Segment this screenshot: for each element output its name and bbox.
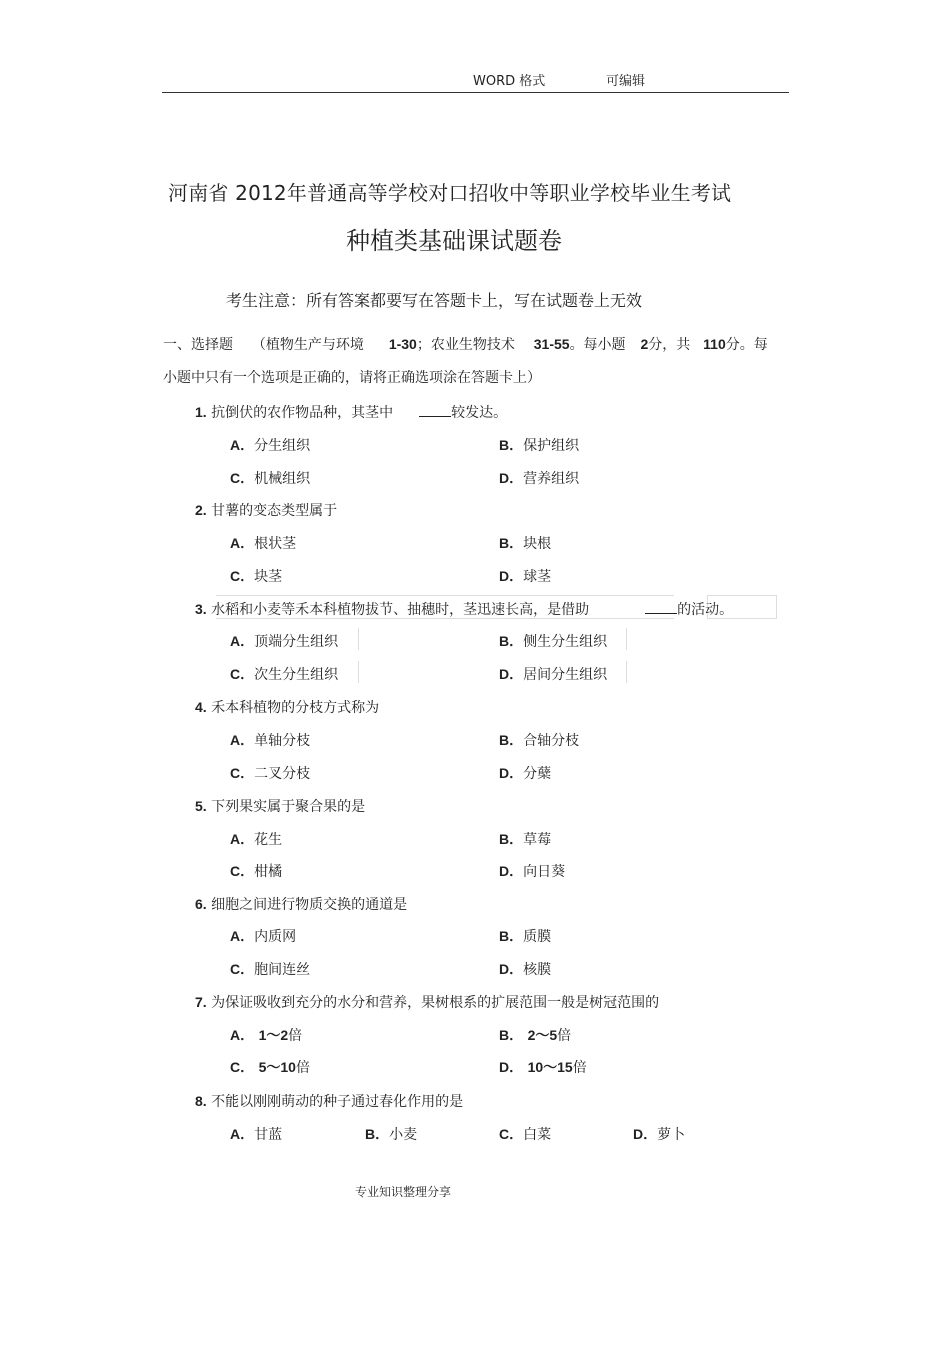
option-d bbox=[499, 468, 579, 488]
question-5 bbox=[195, 796, 365, 816]
option-c bbox=[230, 468, 310, 488]
option-b bbox=[499, 926, 551, 946]
question-3 bbox=[195, 599, 733, 619]
option-text: 合轴分枝 bbox=[523, 733, 580, 749]
option-letter: B． bbox=[365, 1126, 390, 1142]
option-a bbox=[230, 829, 282, 849]
section-instructions-line2: 小题中只有一个选项是正确的，请将正确选项涂在答题卡上） bbox=[163, 370, 541, 386]
question-number: 5. bbox=[195, 798, 207, 814]
question-text: 下列果实属于聚合果的是 bbox=[211, 799, 366, 815]
question-text-tail: 的活动。 bbox=[677, 602, 734, 618]
option-c bbox=[230, 861, 282, 881]
section-instructions bbox=[163, 334, 768, 354]
option-text: 花生 bbox=[254, 832, 283, 848]
question-number: 2. bbox=[195, 502, 207, 518]
option-letter: C． bbox=[230, 961, 255, 977]
option-letter: B． bbox=[499, 1027, 524, 1043]
option-letter: D． bbox=[499, 961, 524, 977]
instr-part: 分。每 bbox=[725, 337, 768, 353]
option-letter: A． bbox=[230, 831, 255, 847]
range-2: 31-55 bbox=[533, 336, 570, 352]
instr-part: （植物生产与环境 bbox=[251, 337, 364, 353]
cell-divider bbox=[358, 661, 359, 683]
question-7 bbox=[195, 992, 659, 1012]
answer-blank bbox=[645, 601, 677, 614]
range-1: 1-30 bbox=[388, 336, 417, 352]
option-letter: B． bbox=[499, 437, 524, 453]
option-b bbox=[499, 829, 551, 849]
option-letter: D． bbox=[499, 863, 524, 879]
option-letter: D． bbox=[499, 568, 524, 584]
option-b bbox=[499, 730, 579, 750]
question-number: 1. bbox=[195, 404, 207, 420]
question-text: 细胞之间进行物质交换的通道是 bbox=[211, 897, 408, 913]
question-text: 禾本科植物的分枝方式称为 bbox=[211, 700, 380, 716]
option-letter: C． bbox=[230, 863, 255, 879]
option-d bbox=[499, 1057, 587, 1077]
option-text: 根状茎 bbox=[254, 536, 297, 552]
option-text: 块根 bbox=[523, 536, 552, 552]
option-b bbox=[499, 533, 551, 553]
question-text: 水稻和小麦等禾本科植物拔节、抽穗时，茎迅速长高，是借助 bbox=[211, 602, 590, 618]
option-text: 分生组织 bbox=[254, 438, 311, 454]
option-c bbox=[230, 566, 282, 586]
option-letter: C． bbox=[230, 765, 255, 781]
option-letter: A． bbox=[230, 535, 255, 551]
option-c bbox=[230, 959, 310, 979]
question-number: 3. bbox=[195, 601, 207, 617]
option-letter: D． bbox=[499, 470, 524, 486]
option-letter: D． bbox=[633, 1126, 658, 1142]
instr-part: ；农业生物技术 bbox=[416, 337, 515, 353]
option-text: 甘蓝 bbox=[254, 1127, 283, 1143]
option-d bbox=[633, 1124, 685, 1144]
option-d bbox=[499, 763, 551, 783]
header-editable: 可编辑 bbox=[606, 74, 646, 89]
instr-part: 。每小题 bbox=[569, 337, 626, 353]
option-text: 单轴分枝 bbox=[254, 733, 311, 749]
option-b bbox=[365, 1124, 417, 1144]
option-d bbox=[499, 861, 565, 881]
option-a bbox=[230, 533, 296, 553]
option-b bbox=[499, 1025, 571, 1045]
option-letter: B． bbox=[499, 732, 524, 748]
option-c bbox=[230, 664, 338, 684]
option-a bbox=[230, 926, 296, 946]
option-text: 胞间连丝 bbox=[254, 962, 311, 978]
instr-part: 分，共 bbox=[648, 337, 691, 353]
question-2 bbox=[195, 500, 337, 520]
points-total: 110 bbox=[703, 336, 726, 352]
option-text: 柑橘 bbox=[254, 864, 283, 880]
option-text: 内质网 bbox=[254, 929, 297, 945]
option-a bbox=[230, 435, 310, 455]
option-text: 块茎 bbox=[254, 569, 283, 585]
option-unit: 倍 bbox=[295, 1060, 310, 1076]
answer-blank bbox=[419, 404, 451, 417]
header-divider bbox=[162, 92, 789, 93]
option-b bbox=[499, 631, 607, 651]
question-text: 甘薯的变态类型属于 bbox=[211, 503, 338, 519]
option-letter: D． bbox=[499, 1059, 524, 1075]
option-text: 机械组织 bbox=[254, 471, 311, 487]
paper-title: 种植类基础课试题卷 bbox=[346, 227, 562, 255]
option-a bbox=[230, 730, 310, 750]
question-1 bbox=[195, 402, 507, 422]
question-text: 不能以刚刚萌动的种子通过春化作用的是 bbox=[211, 1094, 464, 1110]
option-text: 核膜 bbox=[523, 962, 552, 978]
option-letter: A． bbox=[230, 1027, 255, 1043]
option-unit: 倍 bbox=[557, 1028, 572, 1044]
footer-text: 专业知识整理分享 bbox=[355, 1185, 452, 1199]
option-letter: A． bbox=[230, 437, 255, 453]
option-d bbox=[499, 566, 551, 586]
question-number: 4. bbox=[195, 699, 207, 715]
option-letter: C． bbox=[230, 666, 255, 682]
question-6 bbox=[195, 894, 407, 914]
option-letter: A． bbox=[230, 732, 255, 748]
option-letter: B． bbox=[499, 831, 524, 847]
option-value: 2～5 bbox=[527, 1027, 558, 1043]
option-letter: C． bbox=[230, 1059, 255, 1075]
option-text: 白菜 bbox=[523, 1127, 552, 1143]
cell-divider bbox=[626, 628, 627, 650]
option-text: 萝卜 bbox=[657, 1127, 686, 1143]
option-d bbox=[499, 959, 551, 979]
option-text: 质膜 bbox=[523, 929, 552, 945]
option-letter: B． bbox=[499, 928, 524, 944]
option-letter: D． bbox=[499, 765, 524, 781]
header-word-format: WORD 格式 bbox=[473, 74, 546, 89]
option-letter: A． bbox=[230, 1126, 255, 1142]
option-text: 顶端分生组织 bbox=[254, 634, 339, 650]
points-each: 2 bbox=[640, 336, 649, 352]
option-letter: A． bbox=[230, 633, 255, 649]
option-text: 保护组织 bbox=[523, 438, 580, 454]
cell-divider bbox=[626, 661, 627, 683]
option-letter: B． bbox=[499, 535, 524, 551]
option-text: 球茎 bbox=[523, 569, 552, 585]
option-a bbox=[230, 1025, 302, 1045]
option-b bbox=[499, 435, 579, 455]
option-unit: 倍 bbox=[572, 1060, 587, 1076]
cell-divider bbox=[358, 628, 359, 650]
option-c bbox=[499, 1124, 551, 1144]
option-text: 向日葵 bbox=[523, 864, 566, 880]
option-letter: C． bbox=[230, 470, 255, 486]
question-number: 7. bbox=[195, 994, 207, 1010]
question-text-tail: 较发达。 bbox=[451, 405, 508, 421]
option-letter: C． bbox=[499, 1126, 524, 1142]
option-text: 侧生分生组织 bbox=[523, 634, 608, 650]
option-c bbox=[230, 763, 310, 783]
option-c bbox=[230, 1057, 310, 1077]
option-value: 10～15 bbox=[527, 1059, 573, 1075]
option-a bbox=[230, 1124, 282, 1144]
option-text: 分蘖 bbox=[523, 766, 552, 782]
option-a bbox=[230, 631, 338, 651]
option-text: 二叉分枝 bbox=[254, 766, 311, 782]
option-d bbox=[499, 664, 607, 684]
exam-title: 河南省 2012年普通高等学校对口招收中等职业学校毕业生考试 bbox=[168, 181, 732, 205]
option-letter: C． bbox=[230, 568, 255, 584]
option-text: 小麦 bbox=[389, 1127, 418, 1143]
candidate-notice: 考生注意：所有答案都要写在答题卡上，写在试题卷上无效 bbox=[226, 291, 643, 310]
option-text: 居间分生组织 bbox=[523, 667, 608, 683]
option-letter: D． bbox=[499, 666, 524, 682]
option-value: 1～2 bbox=[258, 1027, 289, 1043]
option-letter: B． bbox=[499, 633, 524, 649]
question-number: 6. bbox=[195, 896, 207, 912]
option-text: 次生分生组织 bbox=[254, 667, 339, 683]
section-heading: 一、选择题 bbox=[163, 337, 233, 353]
question-8 bbox=[195, 1091, 463, 1111]
option-unit: 倍 bbox=[288, 1028, 303, 1044]
question-4 bbox=[195, 697, 379, 717]
question-text: 抗倒伏的农作物品种，其茎中 bbox=[211, 405, 394, 421]
question-text: 为保证吸收到充分的水分和营养，果树根系的扩展范围一般是树冠范围的 bbox=[211, 995, 660, 1011]
option-text: 营养组织 bbox=[523, 471, 580, 487]
option-letter: A． bbox=[230, 928, 255, 944]
question-number: 8. bbox=[195, 1093, 207, 1109]
option-value: 5～10 bbox=[258, 1059, 296, 1075]
option-text: 草莓 bbox=[523, 832, 552, 848]
